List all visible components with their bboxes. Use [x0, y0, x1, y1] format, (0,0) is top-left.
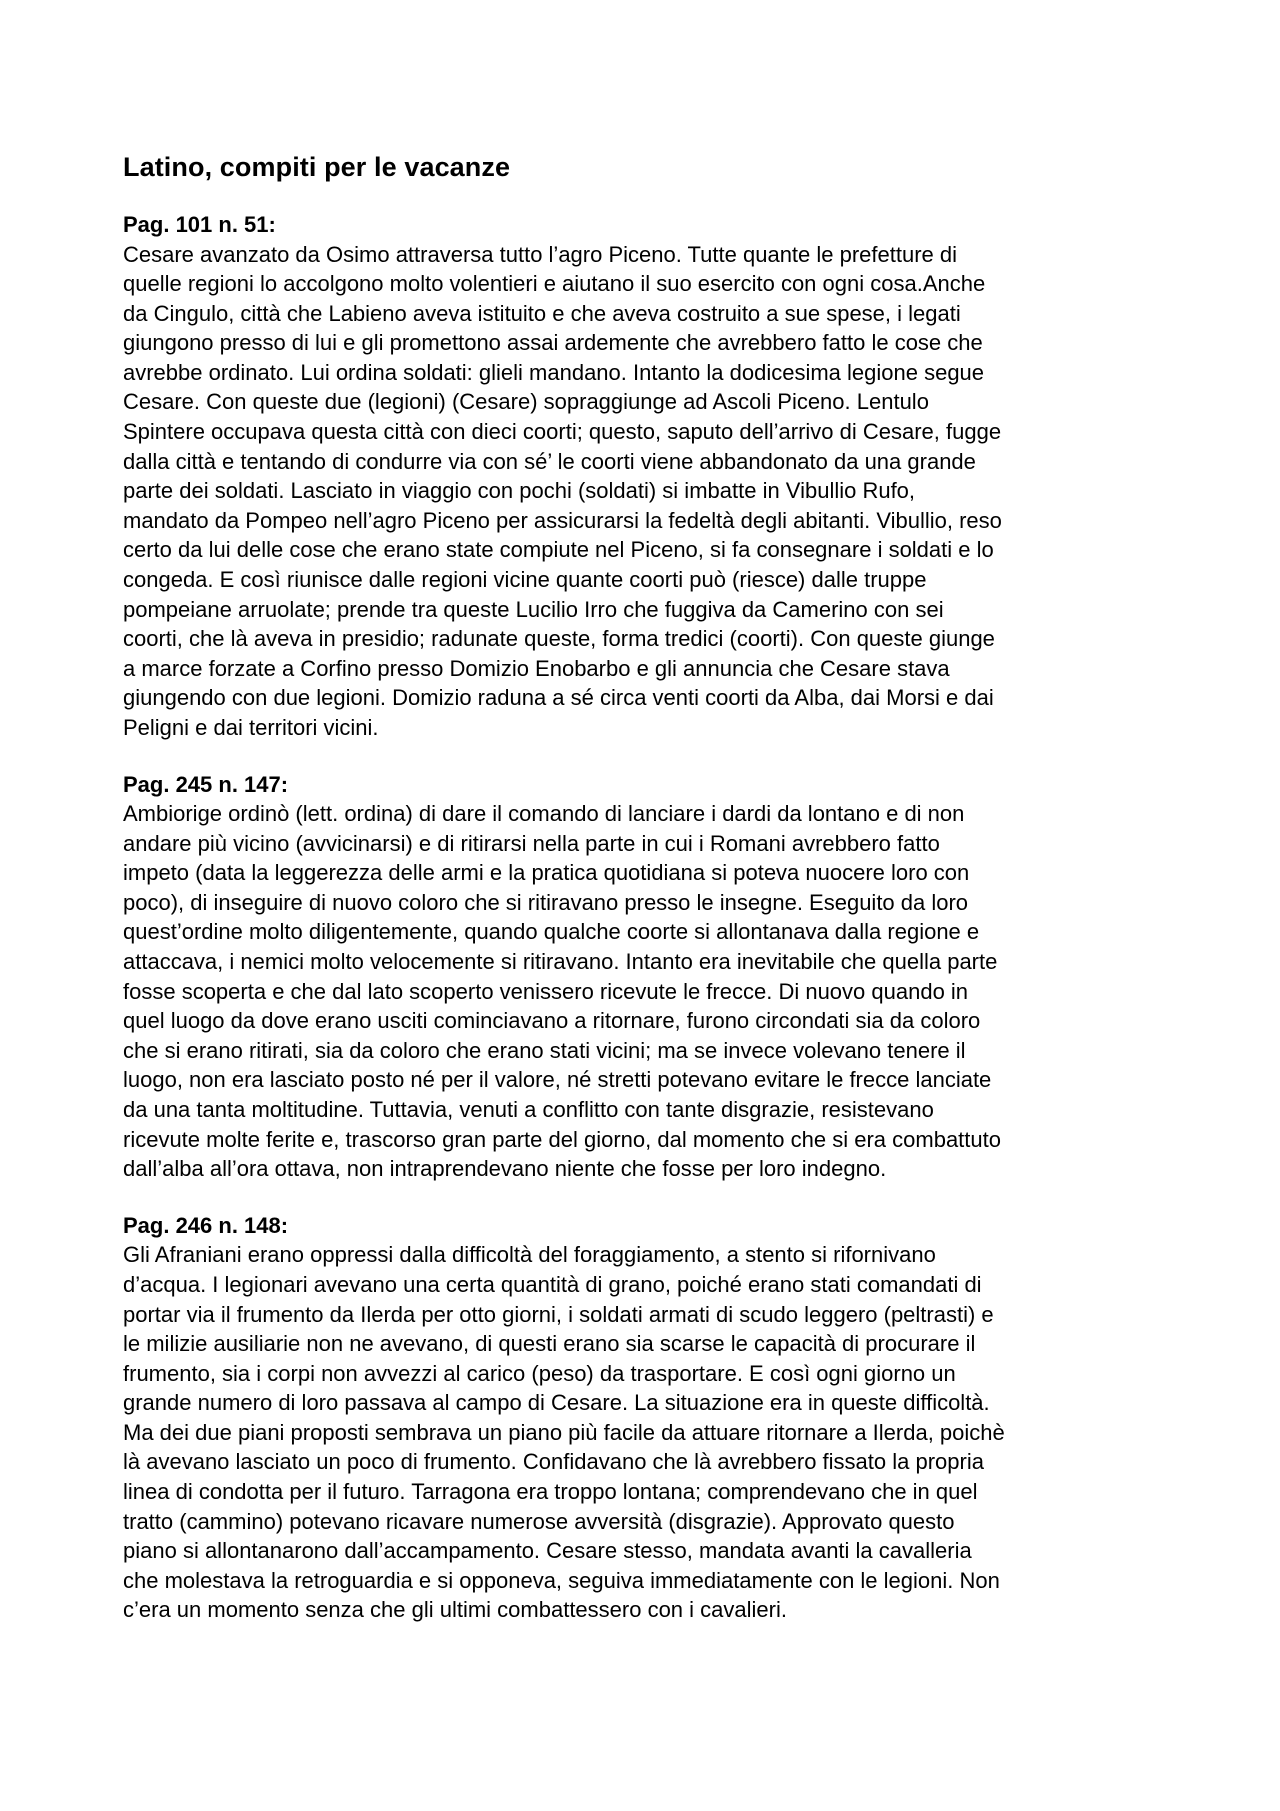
paragraph-line: pompeiane arruolate; prende tra queste Lucilio Irro che fuggiva da Camerino con sei: [123, 596, 944, 622]
document-title: Latino, compiti per le vacanze: [123, 152, 511, 182]
paragraph-line: da una tanta moltitudine. Tuttavia, venuti a conflitto con tante disgrazie, resistevano: [123, 1097, 934, 1123]
paragraph-line: poco), di inseguire di nuovo coloro che si ritiravano presso le insegne. Eseguito da loro: [123, 889, 969, 915]
section-body: [123, 799, 1173, 1184]
section-pag-246: [123, 1211, 1173, 1625]
section-body: [123, 1240, 1173, 1625]
paragraph-line: parte dei soldati. Lasciato in viaggio con pochi (soldati) si imbatte in Vibullio Rufo,: [123, 478, 916, 504]
paragraph-line: congeda. E così riunisce dalle regioni vicine quante coorti può (riesce) dalle truppe: [123, 567, 927, 593]
paragraph-line: Gli Afraniani erano oppressi dalla difficoltà del foraggiamento, a stento si rifornivano: [123, 1242, 936, 1268]
paragraph-line: d’acqua. I legionari avevano una certa quantità di grano, poiché erano stati comandati di: [123, 1271, 982, 1297]
section-body: [123, 240, 1173, 743]
section-pag-245: [123, 770, 1173, 1184]
paragraph-line: certo da lui delle cose che erano state compiute nel Piceno, si fa consegnare i soldati e lo: [123, 537, 994, 563]
paragraph-line: tratto (cammino) potevano ricavare numerose avversità (disgrazie). Approvato questo: [123, 1508, 955, 1534]
paragraph-line: grande numero di loro passava al campo di Cesare. La situazione era in queste difficoltà.: [123, 1390, 990, 1416]
paragraph-line: quel luogo da dove erano usciti cominciavano a ritornare, furono circondati sia da coloro: [123, 1008, 981, 1034]
paragraph-line: Ambiorige ordinò (lett. ordina) di dare il comando di lanciare i dardi da lontano e di non: [123, 801, 965, 827]
paragraph-line: dalla città e tentando di condurre via con sé’ le coorti viene abbandonato da una grande: [123, 448, 976, 474]
paragraph-line: linea di condotta per il futuro. Tarragona era troppo lontana; comprendevano che in quel: [123, 1479, 978, 1505]
paragraph-line: le milizie ausiliarie non ne avevano, di questi erano sia scarse le capacità di procurare il: [123, 1331, 976, 1357]
paragraph-line: a marce forzate a Corfino presso Domizio Enobarbo e gli annuncia che Cesare stava: [123, 655, 950, 681]
paragraph-line: giungendo con due legioni. Domizio raduna a sé circa venti coorti da Alba, dai Morsi e dai: [123, 685, 994, 711]
paragraph-line: quest’ordine molto diligentemente, quando qualche coorte si allontanava dalla regione e: [123, 919, 980, 945]
paragraph-line: avrebbe ordinato. Lui ordina soldati: glieli mandano. Intanto la dodicesima legione segue: [123, 359, 985, 385]
paragraph-line: da Cingulo, città che Labieno aveva istituito e che aveva costruito a sue spese, i legati: [123, 300, 961, 326]
section-heading: Pag. 245 n. 147:: [123, 771, 289, 797]
section-heading: Pag. 246 n. 148:: [123, 1212, 289, 1238]
paragraph-line: Peligni e dai territori vicini.: [123, 715, 379, 740]
paragraph-line: che si erano ritirati, sia da coloro che erano stati vicini; ma se invece volevano tenere il: [123, 1037, 966, 1063]
paragraph-line: impeto (data la leggerezza delle armi e la pratica quotidiana si poteva nuocere loro con: [123, 860, 970, 886]
paragraph-line: Cesare. Con queste due (legioni) (Cesare) sopraggiunge ad Ascoli Piceno. Lentulo: [123, 389, 929, 415]
paragraph-line: dall’alba all’ora ottava, non intraprendevano niente che fosse per loro indegno.: [123, 1156, 887, 1182]
paragraph-line: piano si allontanarono dall’accampamento. Cesare stesso, mandata avanti la cavalleria: [123, 1538, 972, 1564]
paragraph-line: luogo, non era lasciato posto né per il valore, né stretti potevano evitare le frecce lanciate: [123, 1067, 992, 1093]
section-pag-101: [123, 210, 1173, 743]
paragraph-line: là avevano lasciato un poco di frumento. Confidavano che là avrebbero fissato la propria: [123, 1449, 984, 1475]
paragraph-line: giungono presso di lui e gli promettono assai ardemente che avrebbero fatto le cose che: [123, 330, 983, 356]
paragraph-line: quelle regioni lo accolgono molto volentieri e aiutano il suo esercito con ogni cosa.Anche: [123, 271, 986, 297]
paragraph-line: frumento, sia i corpi non avvezzi al carico (peso) da trasportare. E così ogni giorno un: [123, 1360, 956, 1386]
paragraph-line: Cesare avanzato da Osimo attraversa tutto l’agro Piceno. Tutte quante le prefetture di: [123, 241, 958, 267]
paragraph-line: andare più vicino (avvicinarsi) e di ritirarsi nella parte in cui i Romani avrebbero fatto: [123, 830, 940, 856]
paragraph-line: Spintere occupava questa città con dieci coorti; questo, saputo dell’arrivo di Cesare, fugge: [123, 419, 1002, 445]
document-page: [123, 150, 1173, 1652]
paragraph-line: ricevute molte ferite e, trascorso gran parte del giorno, dal momento che si era combattuto: [123, 1126, 1001, 1152]
paragraph-line: fosse scoperta e che dal lato scoperto venissero ricevute le frecce. Di nuovo quando in: [123, 978, 969, 1004]
paragraph-line: Ma dei due piani proposti sembrava un piano più facile da attuare ritornare a Ilerda, poichè: [123, 1419, 1005, 1445]
paragraph-line: c’era un momento senza che gli ultimi combattessero con i cavalieri.: [123, 1597, 787, 1623]
section-heading: Pag. 101 n. 51:: [123, 212, 276, 237]
paragraph-line: attaccava, i nemici molto velocemente si ritiravano. Intanto era inevitabile che quella parte: [123, 949, 998, 975]
paragraph-line: che molestava la retroguardia e si opponeva, seguiva immediatamente con le legioni. Non: [123, 1567, 1000, 1593]
paragraph-line: mandato da Pompeo nell’agro Piceno per assicurarsi la fedeltà degli abitanti. Vibullio, reso: [123, 507, 1002, 533]
paragraph-line: coorti, che là aveva in presidio; radunate queste, forma tredici (coorti). Con queste giunge: [123, 626, 995, 652]
paragraph-line: portar via il frumento da Ilerda per otto giorni, i soldati armati di scudo leggero (peltrasti) e: [123, 1301, 994, 1327]
